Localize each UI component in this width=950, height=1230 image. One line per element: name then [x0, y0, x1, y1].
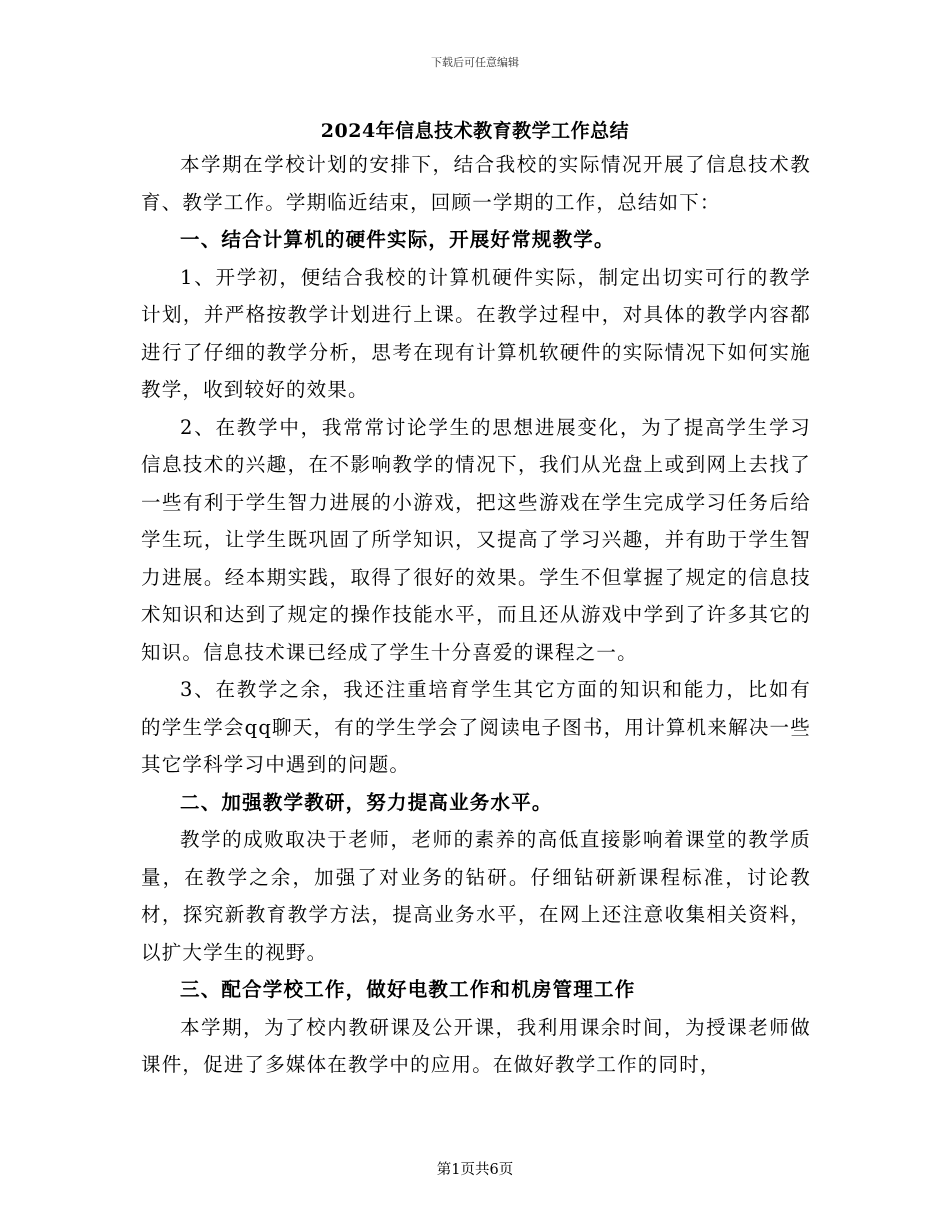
- section-3-heading: 三、配合学校工作，做好电教工作和机房管理工作: [180, 978, 636, 1001]
- document-body: [141, 146, 811, 1084]
- section-3-paragraph-1: 本学期，为了校内教研课及公开课，我利用课余时间，为授课老师做课件，促进了多媒体在教学中的应用。在做好教学工作的同时，: [141, 1015, 811, 1076]
- intro-paragraph: 本学期在学校计划的安排下，结合我校的实际情况开展了信息技术教育、教学工作。学期临近结束，回顾一学期的工作，总结如下：: [141, 153, 811, 214]
- section-1-heading: 一、结合计算机的硬件实际，开展好常规教学。: [180, 228, 615, 251]
- page-number-footer: 第1页共6页: [436, 1162, 514, 1178]
- page-header-note: 下载后可任意编辑: [431, 56, 519, 69]
- section-2-heading: 二、加强教学教研，努力提高业务水平。: [180, 790, 553, 814]
- section-1-paragraph-3: 3、在教学之余，我还注重培育学生其它方面的知识和能力，比如有的学生学会qq聊天，有的学生学会了阅读电子图书，用计算机来解决一些其它学科学习中遇到的问题。: [141, 678, 811, 776]
- section-1-paragraph-1: 1、开学初，便结合我校的计算机硬件实际，制定出切实可行的教学计划，并严格按教学计划进行上课。在教学过程中，对具体的教学内容都进行了仔细的教学分析，思考在现有计算机软硬件的实际情况下如何实施教学，收到较好的效果。: [141, 265, 811, 401]
- document-title: 2024年信息技术教育教学工作总结: [320, 120, 630, 142]
- section-1-paragraph-2: 2、在教学中，我常常讨论学生的思想进展变化，为了提高学生学习信息技术的兴趣，在不影响教学的情况下，我们从光盘上或到网上去找了一些有利于学生智力进展的小游戏，把这些游戏在学生完成学习任务后给学生玩，让学生既巩固了所学知识，又提高了学习兴趣，并有助于学生智力进展。经本期实践，取得了很好的效果。学生不但掌握了规定的信息技术知识和达到了规定的操作技能水平，而且还从游戏中学到了许多其它的知识。信息技术课已经成了学生十分喜爱的课程之一。: [141, 415, 811, 664]
- section-2-paragraph-1: 教学的成败取决于老师，老师的素养的高低直接影响着课堂的教学质量，在教学之余，加强了对业务的钻研。仔细钻研新课程标准，讨论教材，探究新教育教学方法，提高业务水平，在网上还注意收集相关资料，以扩大学生的视野。: [141, 828, 811, 964]
